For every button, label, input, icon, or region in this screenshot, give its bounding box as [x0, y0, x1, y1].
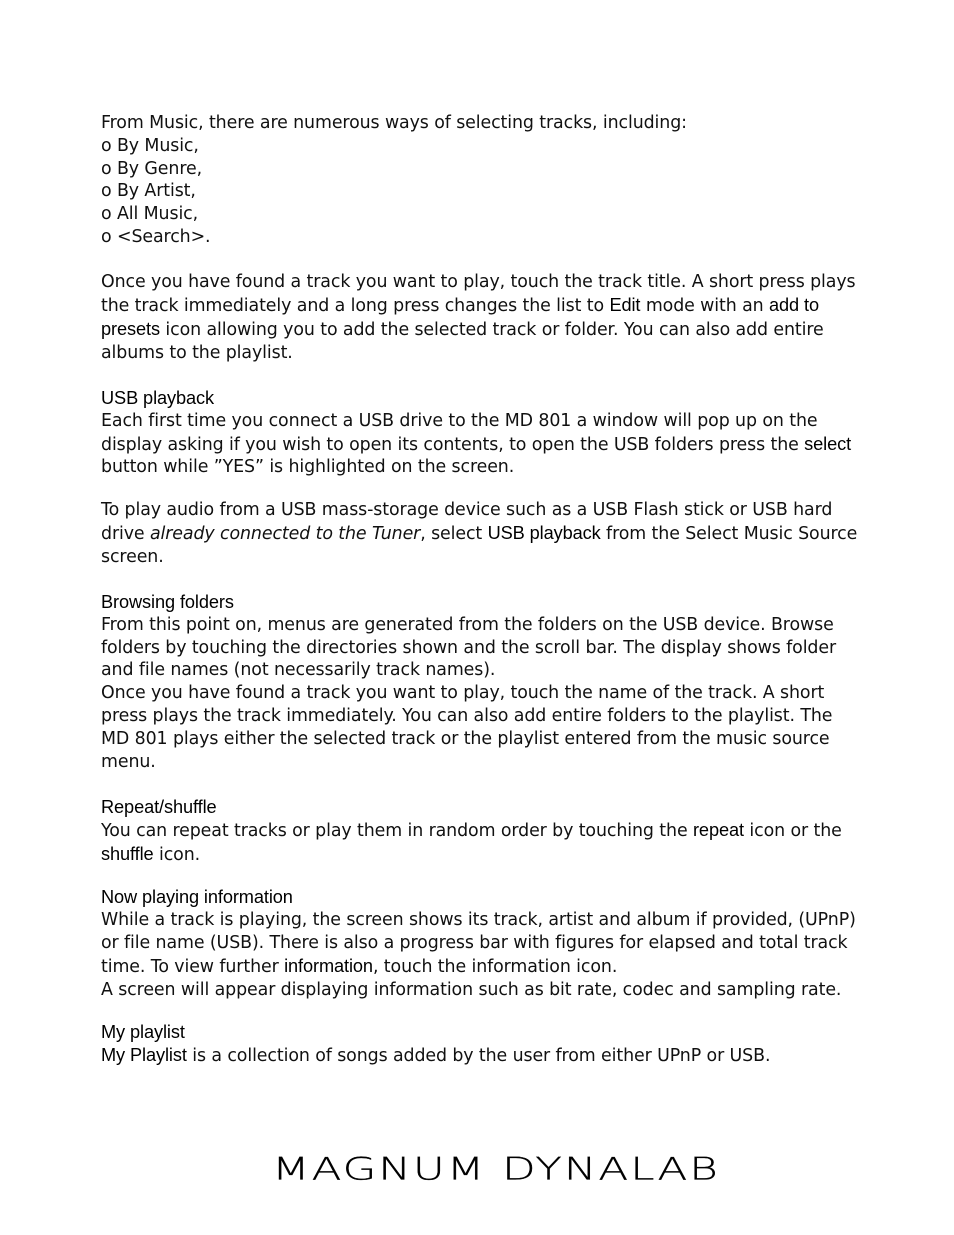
browsing-folders-heading: Browsing folders — [101, 592, 234, 613]
already-connected-italic: already connected to the Tuner — [149, 523, 421, 544]
option-all-music: o All Music, — [101, 204, 199, 225]
found-track-paragraph: Once you have found a track you want to play, touch the track title. A short press plays the track immediately and a long press changes the list to Edit mode with an add to presets icon allowing you to add the selected track or folder. You can also add entire albums to the playlist. — [101, 272, 856, 363]
my-playlist-heading: My playlist — [101, 1022, 185, 1043]
shuffle-term: shuffle — [101, 843, 154, 864]
repeat-term: repeat — [692, 819, 744, 840]
logo-text: MAGNUM DYNALAB — [272, 1150, 720, 1188]
repeat-shuffle-heading: Repeat/shuffle — [101, 796, 217, 817]
document-body — [101, 112, 861, 1068]
option-by-artist: o By Artist, — [101, 181, 196, 202]
browsing-folders-paragraph-1: From this point on, menus are generated from the folders on the USB device. Browse folders by touching the directories shown and the scroll bar. The display shows folder and file names (not necessarily track names). — [101, 614, 837, 681]
my-playlist-term: My Playlist — [101, 1045, 187, 1066]
intro-lead: From Music, there are numerous ways of selecting tracks, including: — [101, 113, 687, 133]
now-playing-paragraph-1: While a track is playing, the screen shows its track, artist and album if provided, (UPnP) or file name (USB). There is also a progress bar with figures for elapsed and total track time. To view further information, touch the information icon. — [101, 910, 856, 977]
my-playlist-paragraph: My Playlist is a collection of songs added by the user from either UPnP or USB. — [101, 1045, 771, 1067]
now-playing-heading: Now playing information — [101, 887, 293, 908]
magnum-dynalab-logo — [272, 1150, 720, 1190]
browsing-folders-paragraph-2: Once you have found a track you want to play, touch the name of the track. A short press plays the track immediately. You can also add entire folders to the playlist. The MD 801 plays either the selected track or the playlist entered from the music source menu. — [101, 683, 833, 772]
repeat-shuffle-paragraph: You can repeat tracks or play them in random order by touching the repeat icon or the shuffle icon. — [101, 819, 842, 865]
now-playing-paragraph-2: A screen will appear displaying information such as bit rate, codec and sampling rate. — [101, 979, 842, 1000]
usb-playback-heading: USB playback — [101, 387, 215, 408]
usb-playback-paragraph-1: Each first time you connect a USB drive to the MD 801 a window will pop up on the display asking if you wish to open its contents, to open the USB folders press the select button while ”YES” is highlighted on the screen. — [101, 410, 852, 478]
option-by-genre: o By Genre, — [101, 158, 203, 179]
option-search: o <Search>. — [101, 226, 211, 247]
usb-playback-paragraph-2: To play audio from a USB mass-storage device such as a USB Flash stick or USB hard drive already connected to the Tuner, select USB playback from the Select Music Source screen. — [101, 500, 858, 567]
usb-playback-term: USB playback — [487, 522, 601, 543]
select-term: select — [804, 433, 852, 454]
edit-term: Edit — [609, 295, 641, 316]
add-to-presets-term: add to presets — [101, 295, 819, 339]
information-term: information — [284, 955, 373, 976]
option-by-music: o By Music, — [101, 135, 199, 156]
